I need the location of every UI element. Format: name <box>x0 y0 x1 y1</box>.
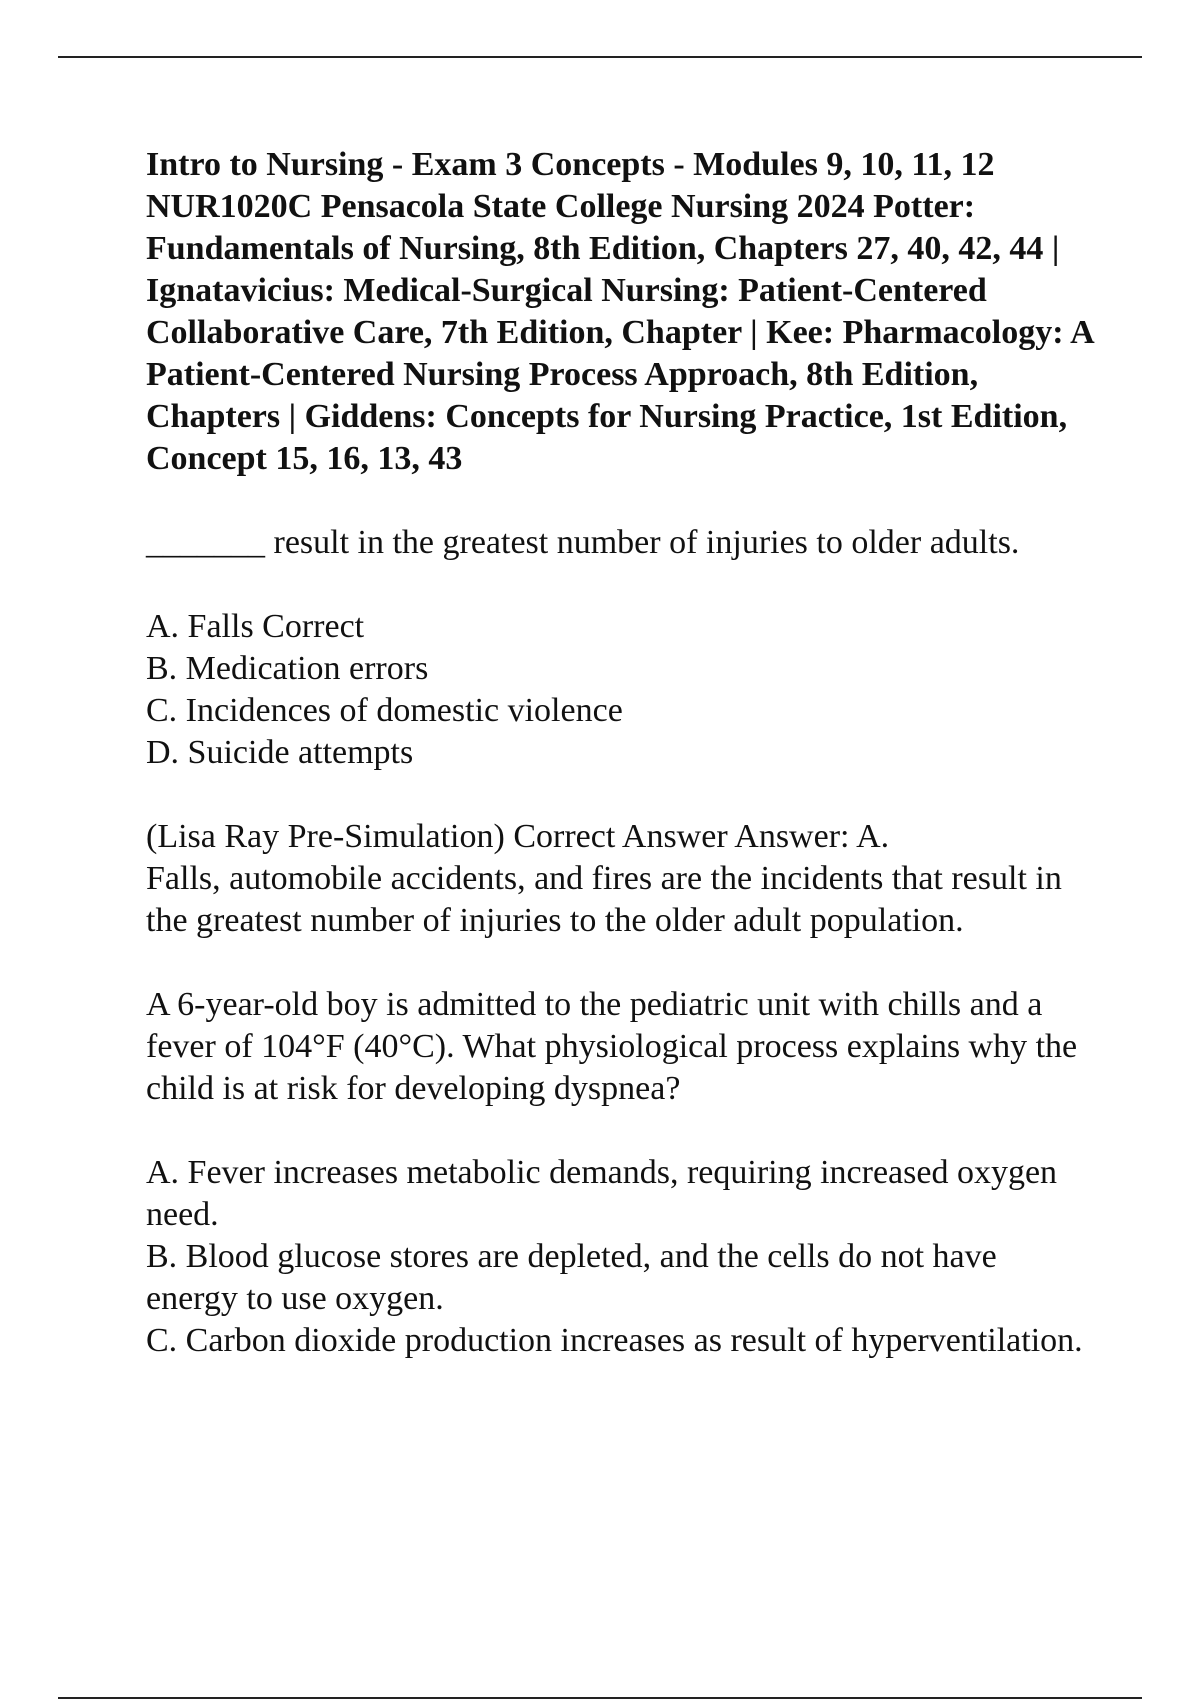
question-1-options <box>146 606 1096 774</box>
question-2-stem: A 6-year-old boy is admitted to the pediatric unit with chills and a fever of 104°F (40°C). What physiological process explains why the child is at risk for developing dyspnea? <box>146 986 1078 1107</box>
question-1-option-c: C. Incidences of domestic violence <box>146 692 623 729</box>
document-title: Intro to Nursing - Exam 3 Concepts - Modules 9, 10, 11, 12 NUR1020C Pensacola State College Nursing 2024 Potter: Fundamentals of Nursing, 8th Edition, Chapters 27, 40, 42, 44 | Ignatavicius: Medical-Surgical Nursing: Patient-Centered Collaborative Care, 7th Edition, Chapter | Kee: Pharmacology: A Patient-Centered Nursing Process Approach, 8th Edition, Chapters | Giddens: Concepts for Nursing Practice, 1st Edition, Concept 15, 16, 13, 43 <box>146 146 1093 477</box>
question-2-option-c: C. Carbon dioxide production increases as result of hyperventilation. <box>146 1322 1083 1359</box>
question-1 <box>146 522 1096 942</box>
question-2-option-a: A. Fever increases metabolic demands, requiring increased oxygen need. <box>146 1154 1058 1233</box>
question-1-option-d: D. Suicide attempts <box>146 734 414 771</box>
question-1-explanation: Falls, automobile accidents, and fires are the incidents that result in the greatest number of injuries to the older adult population. <box>146 860 1062 939</box>
question-2 <box>146 984 1096 1362</box>
question-2-options <box>146 1152 1096 1362</box>
question-2-option-b: B. Blood glucose stores are depleted, and the cells do not have energy to use oxygen. <box>146 1238 997 1317</box>
question-1-stem: _______ result in the greatest number of injuries to older adults. <box>146 524 1020 561</box>
question-1-answer: (Lisa Ray Pre-Simulation) Correct Answer Answer: A. <box>146 818 890 855</box>
top-rule <box>58 56 1142 58</box>
document-content <box>146 144 1096 1362</box>
bottom-rule <box>58 1697 1142 1699</box>
question-1-option-b: B. Medication errors <box>146 650 429 687</box>
question-1-option-a: A. Falls Correct <box>146 608 365 645</box>
